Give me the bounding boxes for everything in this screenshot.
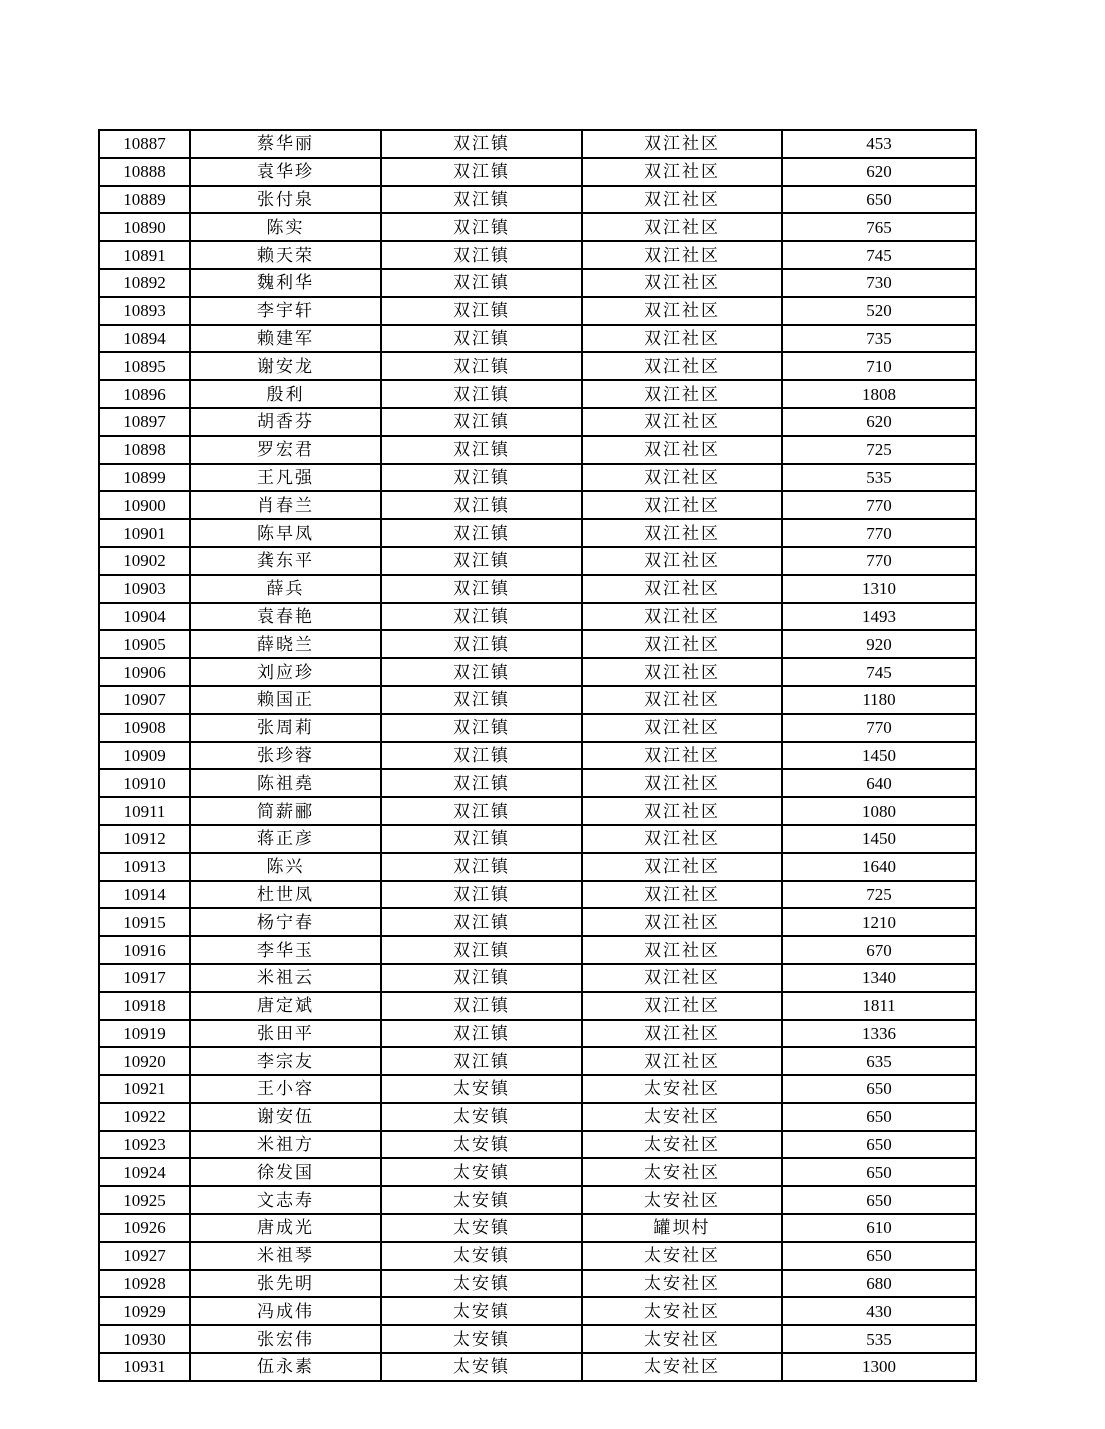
cell-amount: 725 [782,881,976,909]
cell-name: 赖建军 [190,325,381,353]
cell-id: 10892 [99,269,190,297]
cell-amount: 635 [782,1047,976,1075]
cell-community: 双江社区 [582,547,782,575]
cell-community: 双江社区 [582,325,782,353]
table-row [99,964,976,992]
table-row [99,297,976,325]
cell-community: 双江社区 [582,380,782,408]
cell-name: 罗宏君 [190,436,381,464]
cell-town: 太安镇 [381,1075,582,1103]
cell-id: 10925 [99,1186,190,1214]
cell-id: 10928 [99,1270,190,1298]
cell-id: 10922 [99,1103,190,1131]
cell-town: 太安镇 [381,1242,582,1270]
cell-name: 张田平 [190,1020,381,1048]
cell-amount: 765 [782,213,976,241]
table-row [99,436,976,464]
table-row [99,380,976,408]
table-row [99,491,976,519]
cell-amount: 1493 [782,603,976,631]
table-row [99,241,976,269]
cell-name: 简薪郦 [190,797,381,825]
cell-id: 10894 [99,325,190,353]
cell-town: 双江镇 [381,881,582,909]
cell-name: 袁春艳 [190,603,381,631]
cell-name: 杜世凤 [190,881,381,909]
cell-amount: 920 [782,630,976,658]
cell-town: 双江镇 [381,186,582,214]
table-row [99,1158,976,1186]
cell-amount: 1310 [782,575,976,603]
cell-id: 10916 [99,936,190,964]
cell-town: 太安镇 [381,1353,582,1381]
cell-town: 双江镇 [381,297,582,325]
cell-town: 双江镇 [381,1047,582,1075]
cell-town: 太安镇 [381,1297,582,1325]
cell-name: 唐定斌 [190,992,381,1020]
cell-name: 蔡华丽 [190,130,381,158]
table-row [99,936,976,964]
cell-community: 太安社区 [582,1158,782,1186]
table-row [99,130,976,158]
cell-amount: 1300 [782,1353,976,1381]
cell-amount: 745 [782,658,976,686]
cell-name: 王小容 [190,1075,381,1103]
cell-id: 10913 [99,853,190,881]
cell-community: 双江社区 [582,1020,782,1048]
cell-town: 双江镇 [381,408,582,436]
table-row [99,1242,976,1270]
roster-table [98,129,977,1382]
cell-community: 双江社区 [582,603,782,631]
cell-town: 双江镇 [381,797,582,825]
cell-town: 双江镇 [381,769,582,797]
cell-name: 陈祖堯 [190,769,381,797]
cell-id: 10930 [99,1325,190,1353]
cell-town: 双江镇 [381,630,582,658]
cell-community: 双江社区 [582,742,782,770]
cell-amount: 1180 [782,686,976,714]
table-row [99,1186,976,1214]
cell-id: 10899 [99,464,190,492]
cell-name: 李宇轩 [190,297,381,325]
cell-amount: 770 [782,519,976,547]
cell-amount: 650 [782,186,976,214]
cell-name: 陈实 [190,213,381,241]
table-row [99,1214,976,1242]
cell-town: 双江镇 [381,964,582,992]
cell-amount: 670 [782,936,976,964]
cell-town: 双江镇 [381,714,582,742]
cell-community: 双江社区 [582,658,782,686]
cell-community: 太安社区 [582,1186,782,1214]
table-row [99,630,976,658]
cell-id: 10914 [99,881,190,909]
cell-town: 双江镇 [381,658,582,686]
table-row [99,1131,976,1159]
cell-community: 双江社区 [582,908,782,936]
cell-town: 太安镇 [381,1131,582,1159]
cell-community: 双江社区 [582,686,782,714]
cell-name: 文志寿 [190,1186,381,1214]
cell-id: 10910 [99,769,190,797]
cell-name: 肖春兰 [190,491,381,519]
cell-community: 太安社区 [582,1297,782,1325]
cell-community: 双江社区 [582,825,782,853]
table-row [99,158,976,186]
cell-town: 双江镇 [381,825,582,853]
cell-id: 10906 [99,658,190,686]
cell-town: 双江镇 [381,992,582,1020]
cell-community: 太安社区 [582,1075,782,1103]
cell-id: 10917 [99,964,190,992]
table-row [99,603,976,631]
cell-amount: 1640 [782,853,976,881]
cell-town: 双江镇 [381,213,582,241]
cell-town: 双江镇 [381,491,582,519]
cell-town: 太安镇 [381,1158,582,1186]
cell-community: 太安社区 [582,1131,782,1159]
cell-amount: 770 [782,547,976,575]
cell-id: 10888 [99,158,190,186]
cell-id: 10909 [99,742,190,770]
cell-community: 双江社区 [582,158,782,186]
table-row [99,519,976,547]
cell-community: 太安社区 [582,1270,782,1298]
cell-community: 双江社区 [582,241,782,269]
cell-community: 双江社区 [582,519,782,547]
table-row [99,1103,976,1131]
table-row [99,714,976,742]
table-row [99,742,976,770]
cell-name: 徐发国 [190,1158,381,1186]
cell-name: 胡香芬 [190,408,381,436]
cell-town: 双江镇 [381,436,582,464]
cell-id: 10898 [99,436,190,464]
cell-community: 双江社区 [582,881,782,909]
cell-name: 唐成光 [190,1214,381,1242]
cell-amount: 650 [782,1075,976,1103]
table-row [99,352,976,380]
cell-amount: 1450 [782,825,976,853]
cell-id: 10920 [99,1047,190,1075]
cell-town: 双江镇 [381,575,582,603]
cell-name: 张先明 [190,1270,381,1298]
cell-community: 太安社区 [582,1242,782,1270]
table-row [99,881,976,909]
cell-town: 双江镇 [381,936,582,964]
cell-id: 10908 [99,714,190,742]
cell-amount: 1340 [782,964,976,992]
table-row [99,825,976,853]
cell-amount: 680 [782,1270,976,1298]
table-row [99,797,976,825]
cell-community: 双江社区 [582,297,782,325]
cell-name: 龚东平 [190,547,381,575]
cell-community: 双江社区 [582,992,782,1020]
cell-town: 双江镇 [381,269,582,297]
cell-amount: 610 [782,1214,976,1242]
cell-name: 张珍蓉 [190,742,381,770]
cell-community: 双江社区 [582,936,782,964]
cell-id: 10891 [99,241,190,269]
cell-town: 太安镇 [381,1214,582,1242]
cell-amount: 640 [782,769,976,797]
cell-name: 张宏伟 [190,1325,381,1353]
cell-amount: 1210 [782,908,976,936]
cell-community: 双江社区 [582,853,782,881]
cell-amount: 730 [782,269,976,297]
table-row [99,1047,976,1075]
cell-amount: 1808 [782,380,976,408]
cell-id: 10896 [99,380,190,408]
cell-amount: 620 [782,408,976,436]
cell-amount: 650 [782,1131,976,1159]
cell-community: 双江社区 [582,1047,782,1075]
cell-name: 米祖琴 [190,1242,381,1270]
cell-town: 双江镇 [381,908,582,936]
table-row [99,992,976,1020]
table-body [99,130,976,1381]
cell-id: 10918 [99,992,190,1020]
cell-id: 10912 [99,825,190,853]
cell-town: 太安镇 [381,1103,582,1131]
cell-town: 双江镇 [381,742,582,770]
cell-town: 双江镇 [381,464,582,492]
table-row [99,658,976,686]
cell-amount: 1080 [782,797,976,825]
cell-community: 双江社区 [582,491,782,519]
cell-id: 10929 [99,1297,190,1325]
cell-id: 10902 [99,547,190,575]
table-row [99,853,976,881]
cell-community: 双江社区 [582,630,782,658]
cell-community: 双江社区 [582,464,782,492]
cell-amount: 1811 [782,992,976,1020]
cell-amount: 770 [782,714,976,742]
cell-id: 10905 [99,630,190,658]
cell-id: 10915 [99,908,190,936]
cell-community: 双江社区 [582,436,782,464]
cell-town: 太安镇 [381,1325,582,1353]
table-row [99,1020,976,1048]
cell-amount: 650 [782,1242,976,1270]
table-row [99,686,976,714]
cell-name: 谢安龙 [190,352,381,380]
cell-amount: 745 [782,241,976,269]
cell-id: 10926 [99,1214,190,1242]
cell-amount: 650 [782,1186,976,1214]
cell-amount: 1450 [782,742,976,770]
cell-name: 张付泉 [190,186,381,214]
cell-community: 太安社区 [582,1325,782,1353]
cell-amount: 520 [782,297,976,325]
cell-town: 双江镇 [381,519,582,547]
cell-town: 双江镇 [381,241,582,269]
cell-name: 谢安伍 [190,1103,381,1131]
cell-amount: 770 [782,491,976,519]
cell-community: 双江社区 [582,213,782,241]
cell-name: 殷利 [190,380,381,408]
table-row [99,1075,976,1103]
table-row [99,1270,976,1298]
cell-id: 10903 [99,575,190,603]
cell-name: 李华玉 [190,936,381,964]
cell-id: 10921 [99,1075,190,1103]
cell-amount: 650 [782,1158,976,1186]
cell-id: 10904 [99,603,190,631]
cell-amount: 535 [782,1325,976,1353]
cell-town: 太安镇 [381,1186,582,1214]
table-row [99,547,976,575]
cell-amount: 725 [782,436,976,464]
cell-amount: 735 [782,325,976,353]
cell-community: 双江社区 [582,575,782,603]
cell-town: 双江镇 [381,380,582,408]
cell-community: 双江社区 [582,352,782,380]
cell-community: 双江社区 [582,186,782,214]
cell-town: 双江镇 [381,352,582,380]
cell-id: 10911 [99,797,190,825]
cell-name: 杨宁春 [190,908,381,936]
cell-amount: 620 [782,158,976,186]
table-row [99,1325,976,1353]
cell-name: 张周莉 [190,714,381,742]
cell-id: 10924 [99,1158,190,1186]
cell-name: 赖天荣 [190,241,381,269]
cell-name: 冯成伟 [190,1297,381,1325]
cell-id: 10893 [99,297,190,325]
cell-id: 10907 [99,686,190,714]
cell-community: 太安社区 [582,1353,782,1381]
cell-id: 10927 [99,1242,190,1270]
cell-name: 薛兵 [190,575,381,603]
table-row [99,186,976,214]
cell-id: 10900 [99,491,190,519]
cell-name: 魏利华 [190,269,381,297]
cell-community: 双江社区 [582,964,782,992]
cell-id: 10887 [99,130,190,158]
cell-amount: 430 [782,1297,976,1325]
cell-town: 双江镇 [381,686,582,714]
cell-name: 陈兴 [190,853,381,881]
cell-name: 李宗友 [190,1047,381,1075]
cell-name: 蒋正彦 [190,825,381,853]
cell-name: 袁华珍 [190,158,381,186]
cell-name: 刘应珍 [190,658,381,686]
cell-id: 10901 [99,519,190,547]
cell-name: 米祖云 [190,964,381,992]
cell-town: 双江镇 [381,130,582,158]
cell-id: 10897 [99,408,190,436]
cell-name: 薛晓兰 [190,630,381,658]
table-row [99,269,976,297]
cell-id: 10889 [99,186,190,214]
cell-id: 10895 [99,352,190,380]
table-row [99,1353,976,1381]
cell-town: 双江镇 [381,547,582,575]
table-row [99,769,976,797]
cell-id: 10919 [99,1020,190,1048]
cell-name: 米祖方 [190,1131,381,1159]
cell-amount: 453 [782,130,976,158]
table-row [99,908,976,936]
cell-community: 双江社区 [582,797,782,825]
cell-name: 陈早凤 [190,519,381,547]
cell-community: 双江社区 [582,769,782,797]
cell-name: 王凡强 [190,464,381,492]
cell-community: 太安社区 [582,1103,782,1131]
table-row [99,464,976,492]
cell-community: 双江社区 [582,269,782,297]
cell-amount: 650 [782,1103,976,1131]
cell-town: 双江镇 [381,603,582,631]
cell-community: 双江社区 [582,714,782,742]
table-row [99,408,976,436]
cell-name: 赖国正 [190,686,381,714]
cell-town: 双江镇 [381,325,582,353]
cell-town: 双江镇 [381,1020,582,1048]
cell-community: 双江社区 [582,408,782,436]
cell-town: 双江镇 [381,158,582,186]
cell-amount: 710 [782,352,976,380]
cell-community: 罐坝村 [582,1214,782,1242]
table-row [99,325,976,353]
cell-community: 双江社区 [582,130,782,158]
table-row [99,213,976,241]
cell-id: 10931 [99,1353,190,1381]
cell-amount: 535 [782,464,976,492]
cell-town: 双江镇 [381,853,582,881]
cell-id: 10890 [99,213,190,241]
table-row [99,575,976,603]
table-row [99,1297,976,1325]
cell-amount: 1336 [782,1020,976,1048]
cell-name: 伍永素 [190,1353,381,1381]
cell-id: 10923 [99,1131,190,1159]
cell-town: 太安镇 [381,1270,582,1298]
